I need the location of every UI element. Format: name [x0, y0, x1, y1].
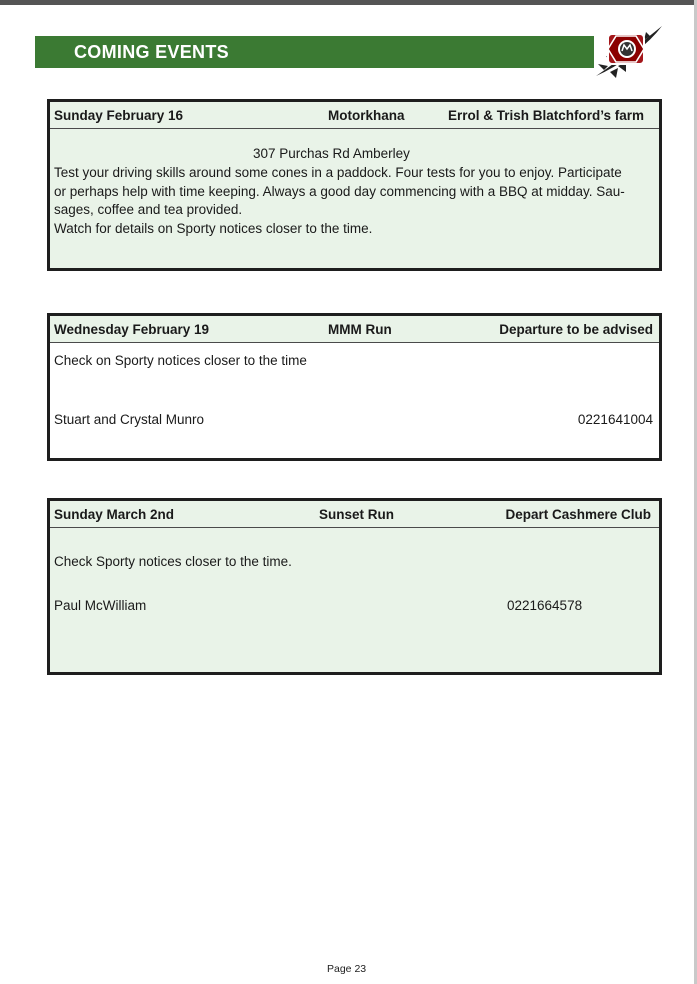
event-title: Motorkhana [328, 108, 405, 123]
contact-phone: 0221641004 [577, 412, 653, 427]
top-rule [0, 0, 697, 5]
event-location: Departure to be advised [499, 322, 653, 337]
contact-phone: 0221664578 [507, 598, 583, 613]
event-card-mmm-run [47, 313, 662, 461]
section-banner [35, 36, 594, 68]
event-header [50, 316, 659, 343]
contact-name: Paul McWilliam [54, 598, 147, 613]
event-date: Wednesday February 19 [54, 322, 210, 337]
event-note: Check Sporty notices closer to the time. [54, 554, 292, 569]
event-description [54, 164, 654, 238]
description-line: sages, coffee and tea provided. [54, 202, 243, 217]
event-note: Check on Sporty notices closer to the time [54, 353, 307, 368]
event-title: MMM Run [328, 322, 392, 337]
description-line: Watch for details on Sporty notices closer to the time. [54, 220, 373, 236]
event-location: Errol & Trish Blatchford’s farm [447, 108, 644, 123]
section-title: COMING EVENTS [74, 42, 229, 62]
description-line: Test your driving skills around some cones in a paddock. Four tests for you to enjoy. Participate [54, 165, 622, 180]
page-number: Page 23 [327, 963, 367, 975]
event-address: 307 Purchas Rd Amberley [253, 146, 410, 161]
description-line: or perhaps help with time keeping. Always a good day commencing with a BBQ at midday. Sau- [54, 183, 625, 199]
event-card-sunset-run [47, 498, 662, 675]
event-date: Sunday February 16 [54, 108, 184, 123]
event-header [50, 102, 659, 129]
event-location: Depart Cashmere Club [505, 507, 651, 522]
event-title: Sunset Run [319, 507, 395, 522]
fern-mg-logo-icon [590, 20, 666, 80]
event-date: Sunday March 2nd [54, 507, 175, 522]
event-card-motorkhana [47, 99, 662, 271]
event-header [50, 501, 659, 528]
contact-name: Stuart and Crystal Munro [54, 412, 205, 427]
